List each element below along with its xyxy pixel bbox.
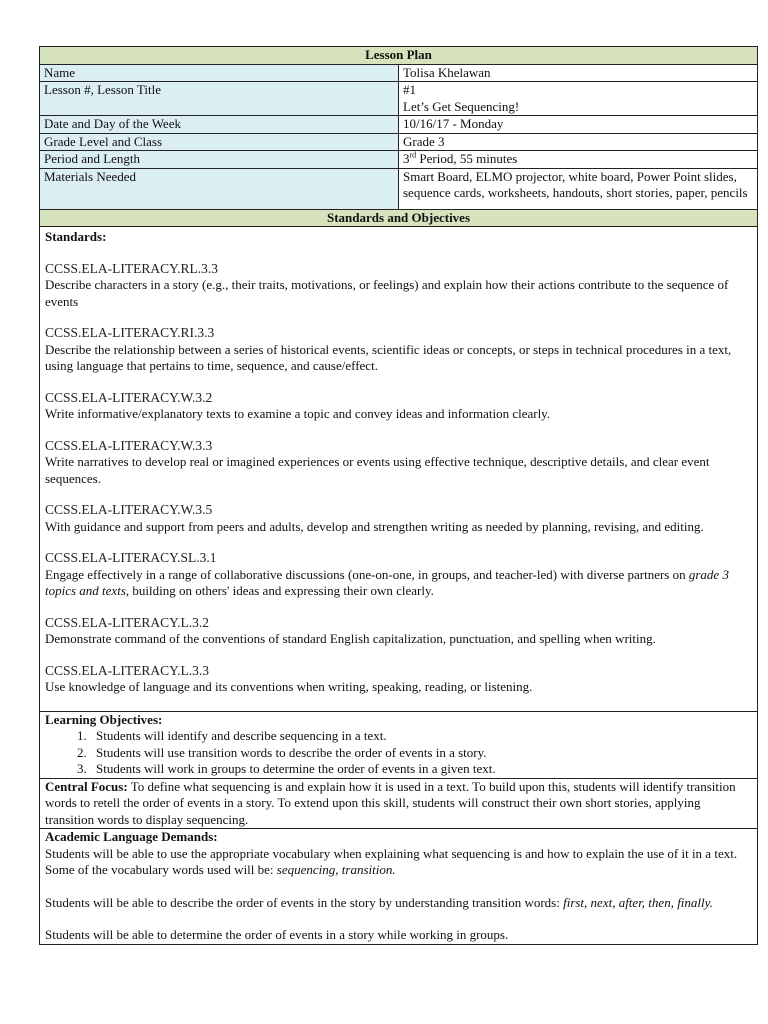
academic-p1-em: sequencing, transition. [276,862,396,877]
period-number: 3 [403,151,410,166]
central-focus-label: Central Focus: [45,778,128,794]
standard-item [45,261,752,311]
objectives-heading: Learning Objectives: [45,711,163,727]
row-value: Tolisa Khelawan [399,64,758,82]
standard-text: Write narratives to develop real or imagined experiences or events using effective technique, descriptive details, and clear event sequences. [45,454,710,486]
standard-text: Describe characters in a story (e.g., their traits, motivations, or feelings) and explain how their actions contribute to the sequence of events [45,277,729,309]
standard-item [45,325,752,375]
objective-item: 2. Students will use transition words to describe the order of events in a story. [90,745,752,762]
row-value [399,82,758,116]
lesson-plan-header-row [40,47,758,65]
objective-item: 3. Students will work in groups to determine the order of events in a given text. [90,761,752,778]
standard-code: CCSS.ELA-LITERACY.W.3.2 [45,389,213,405]
row-label: Materials Needed [40,168,399,209]
row-label: Period and Length [40,151,399,169]
standard-text: Demonstrate command of the conventions of standard English capitalization, punctuation, and spelling when writing. [45,631,656,646]
row-label: Lesson #, Lesson Title [40,82,399,116]
standard-code: CCSS.ELA-LITERACY.RL.3.3 [45,260,219,276]
standard-code: CCSS.ELA-LITERACY.SL.3.1 [45,550,217,565]
standard-item [45,502,752,535]
standard-text-em: grade 3 topics and texts [45,566,729,598]
standard-text-a: Engage effectively in a range of collaborative discussions (one-on-one, in groups, and teacher-led) with diverse partners on [45,566,689,582]
section-title: Standards and Objectives [40,209,758,227]
row-grade [40,133,758,151]
standard-item [45,438,752,488]
objectives-row [40,711,758,778]
standard-code: CCSS.ELA-LITERACY.RI.3.3 [45,325,215,340]
standard-text: Use knowledge of language and its conventions when writing, speaking, reading, or listening. [45,679,533,694]
lesson-plan-title: Lesson Plan [40,47,758,65]
objectives-cell [40,711,758,778]
central-focus-row [40,778,758,829]
objectives-list [45,728,752,778]
standard-item [45,550,752,600]
academic-p1-text: Students will be able to use the appropriate vocabulary when explaining what sequencing is and how to explain the use of it in a text. Some of the vocabulary words used will be: [45,845,738,877]
lesson-plan-document [39,46,758,945]
row-label: Name [40,64,399,82]
row-lesson-title [40,82,758,116]
row-label: Date and Day of the Week [40,116,399,134]
row-value: Smart Board, ELMO projector, white board, Power Point slides, sequence cards, worksheets, handouts, short stories, paper, pencils [399,168,758,209]
period-rest: Period, 55 minutes [416,151,518,166]
academic-paragraph-1 [45,846,752,879]
lesson-plan-table [39,46,758,945]
standard-text-b: , building on others' ideas and expressing their own clearly. [125,583,434,598]
academic-paragraph-3: Students will be able to determine the order of events in a story while working in groups. [45,927,509,942]
standards-heading: Standards: [45,229,107,244]
academic-language-heading: Academic Language Demands: [45,829,218,844]
academic-language-cell [40,829,758,945]
standards-cell [40,227,758,712]
objective-item: 1. Students will identify and describe sequencing in a text. [90,728,752,745]
lesson-title: Let’s Get Sequencing! [403,98,520,114]
standard-item [45,615,752,648]
row-date [40,116,758,134]
row-value: 10/16/17 - Monday [399,116,758,134]
academic-paragraph-2 [45,895,752,912]
lesson-number: #1 [403,82,416,97]
period-suffix: rd [409,150,417,160]
row-value [399,151,758,169]
central-focus-cell [40,778,758,829]
academic-language-row [40,829,758,945]
standard-text [45,567,752,600]
standard-text: Write informative/explanatory texts to examine a topic and convey ideas and information clearly. [45,406,551,421]
row-name [40,64,758,82]
standard-text: Describe the relationship between a series of historical events, scientific ideas or concepts, or steps in technical procedures in a text, using language that pertains to time, sequence, and cause/effect. [45,341,732,373]
standard-item [45,663,752,696]
row-label: Grade Level and Class [40,133,399,151]
academic-p2-em: first, next, after, then, finally. [563,894,713,910]
standard-code: CCSS.ELA-LITERACY.W.3.5 [45,502,213,517]
row-materials [40,168,758,209]
standard-code: CCSS.ELA-LITERACY.L.3.2 [45,614,210,630]
standard-item [45,390,752,423]
row-period [40,151,758,169]
standards-row [40,227,758,712]
central-focus-text: To define what sequencing is and explain how it is used in a text. To build upon this, students will identify transition words to retell the order of events in a story. To extend upon this skill, students will construct their own short stories, applying transition words to display sequencing. [45,778,736,827]
standard-code: CCSS.ELA-LITERACY.L.3.3 [45,662,210,678]
academic-p2-text: Students will be able to describe the order of events in the story by understanding transition words: [45,894,564,910]
standard-code: CCSS.ELA-LITERACY.W.3.3 [45,437,213,453]
standards-header-row [40,209,758,227]
standard-text: With guidance and support from peers and adults, develop and strengthen writing as needed by planning, revising, and editing. [45,518,704,534]
row-value: Grade 3 [399,133,758,151]
